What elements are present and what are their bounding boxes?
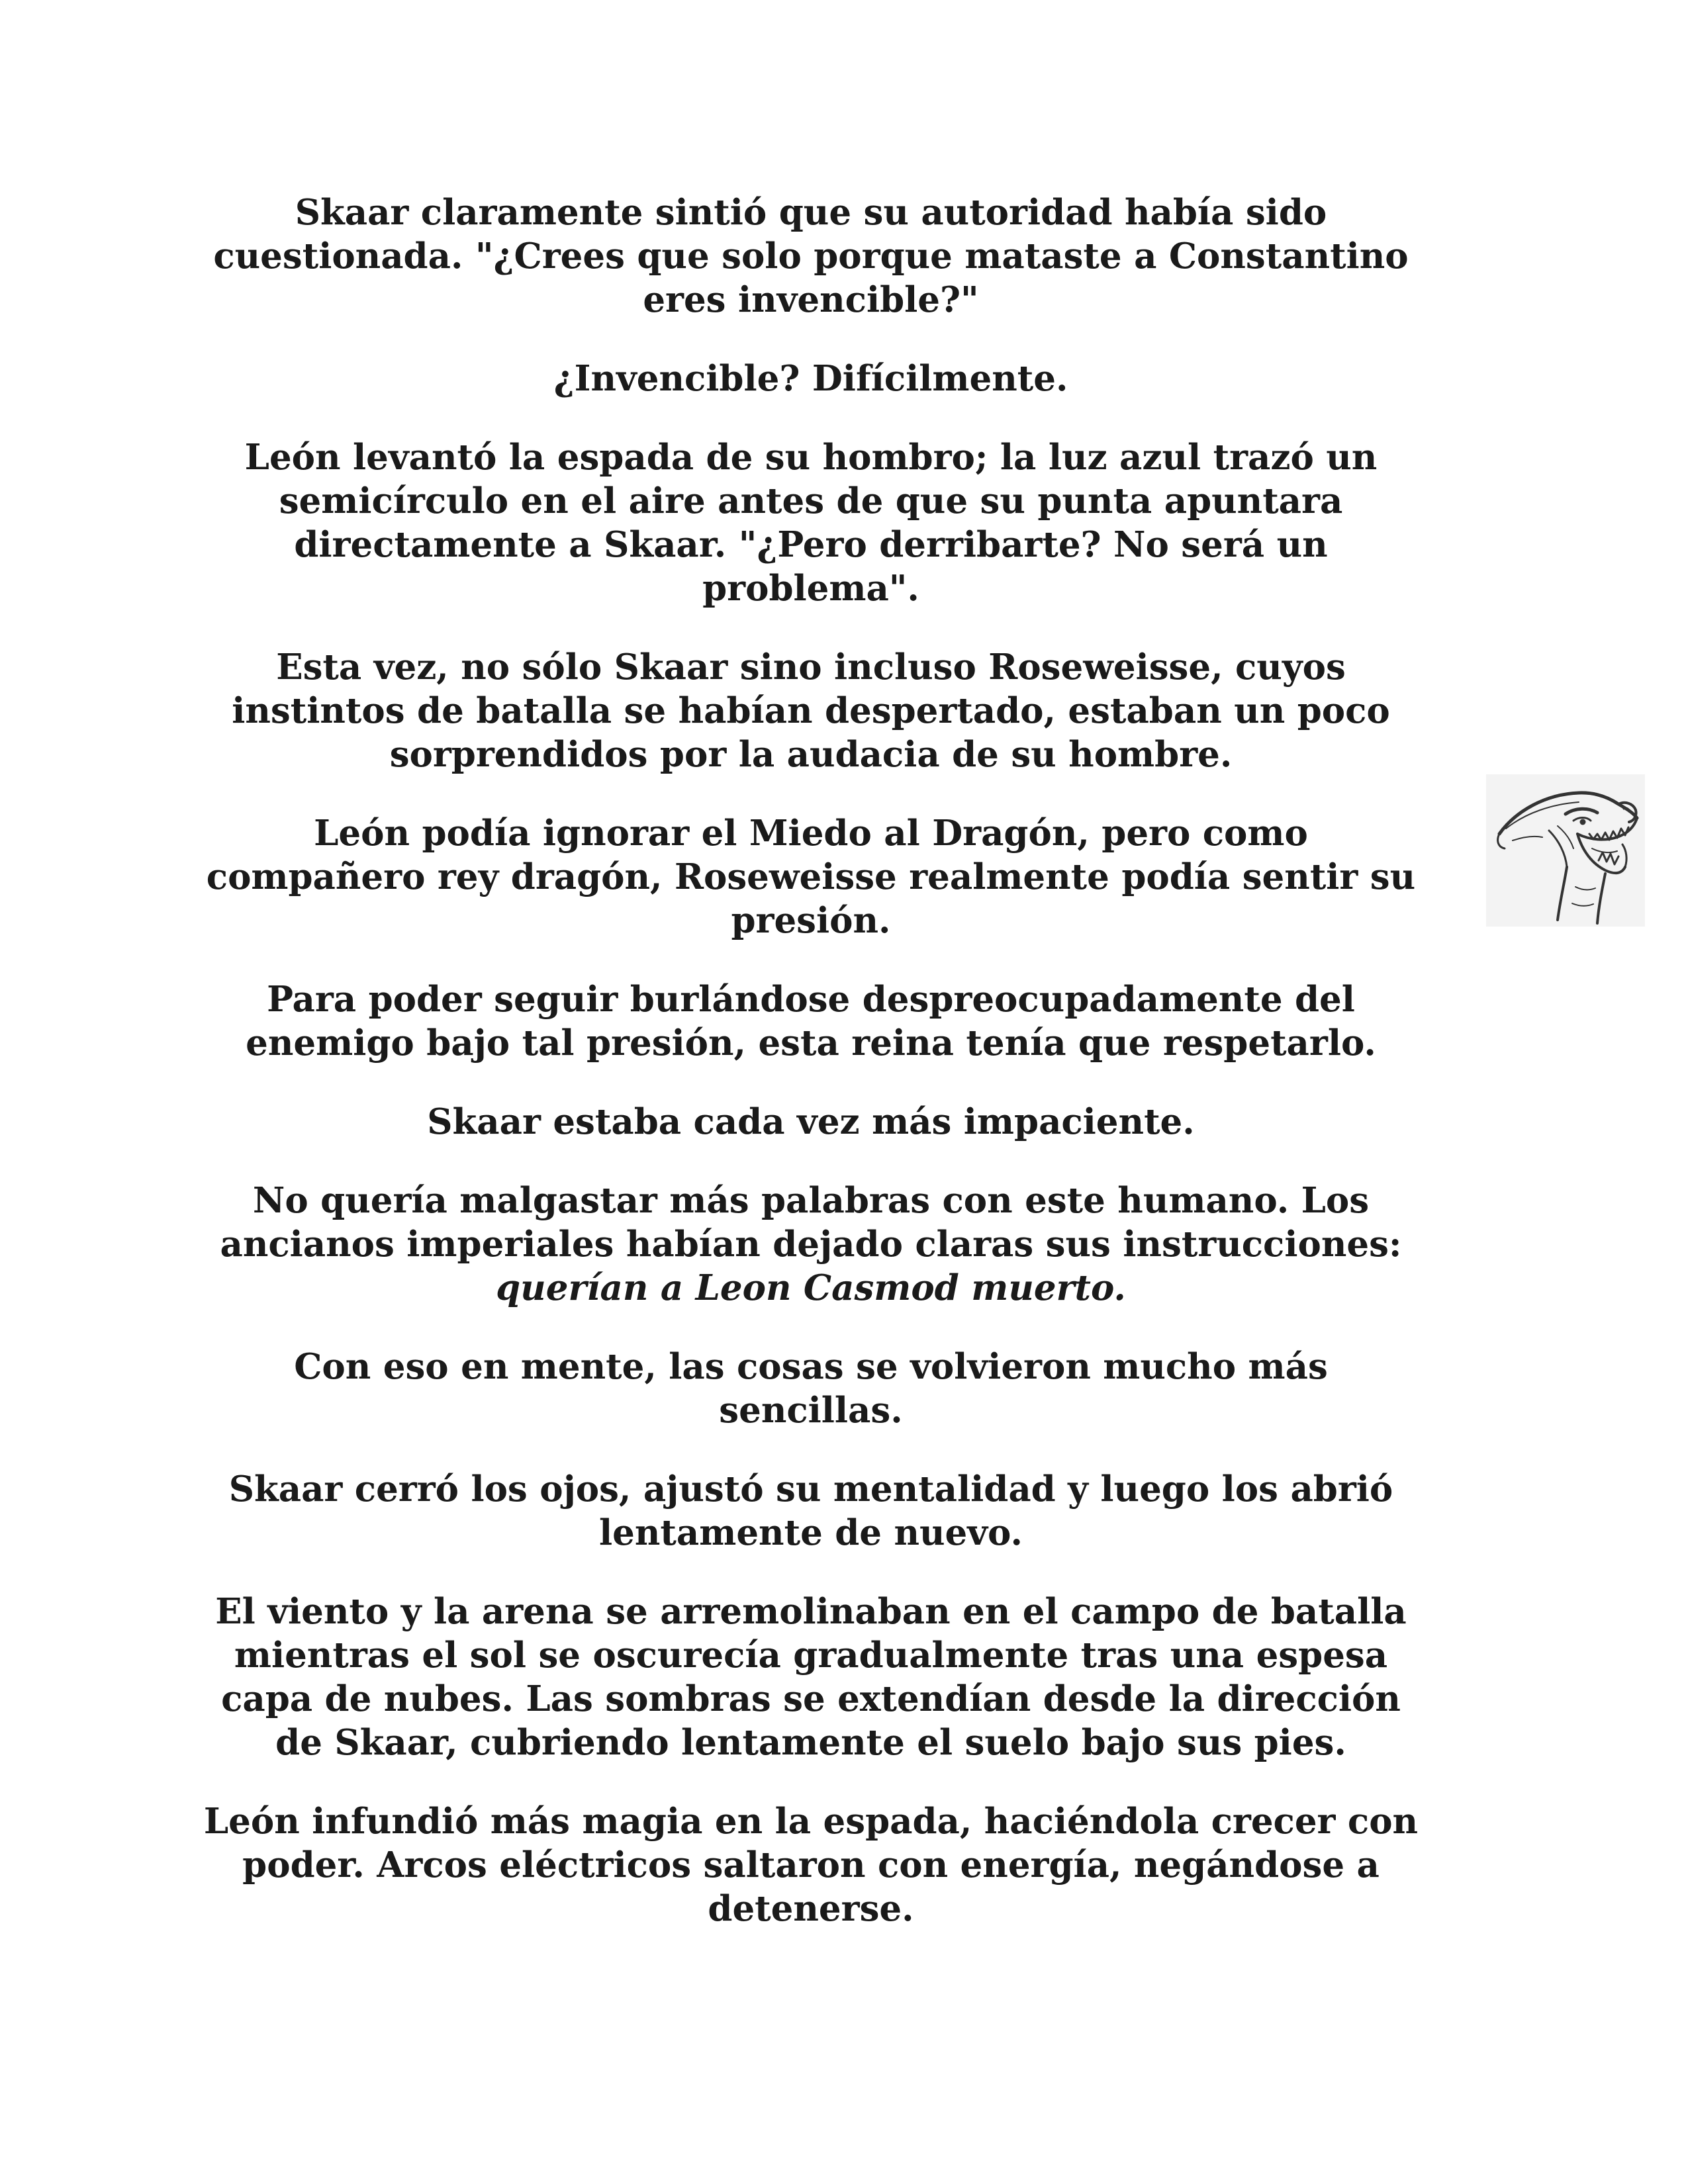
paragraph-5: León podía ignorar el Miedo al Dragón, pero como compañero rey dragón, Roseweisse realmente podía sentir su presión. bbox=[206, 813, 1416, 941]
paragraph-3: León levantó la espada de su hombro; la luz azul trazó un semicírculo en el aire antes de que su punta apuntara directamente a Skaar. "¿Pero derribarte? No será un problema". bbox=[244, 437, 1378, 609]
paragraph-12: León infundió más magia en la espada, haciéndola crecer con poder. Arcos eléctricos saltaron con energía, negándose a detenerse. bbox=[203, 1801, 1419, 1929]
dragon-head-sketch-icon bbox=[1486, 774, 1645, 927]
paragraph-9: Con eso en mente, las cosas se volvieron mucho más sencillas. bbox=[294, 1346, 1328, 1431]
paragraph-10: Skaar cerró los ojos, ajustó su mentalidad y luego los abrió lentamente de nuevo. bbox=[228, 1469, 1393, 1553]
paragraph-2: ¿Invencible? Difícilmente. bbox=[553, 358, 1068, 399]
paragraph-8 bbox=[199, 1179, 1423, 1310]
paragraph-1: Skaar claramente sintió que su autoridad había sido cuestionada. "¿Crees que solo porque mataste a Constantino eres invencible?" bbox=[213, 192, 1409, 320]
story-text bbox=[199, 191, 1423, 1966]
paragraph-8-italic: querían a Leon Casmod muerto. bbox=[496, 1267, 1126, 1308]
paragraph-7: Skaar estaba cada vez más impaciente. bbox=[427, 1101, 1195, 1142]
paragraph-11: El viento y la arena se arremolinaban en el campo de batalla mientras el sol se oscurecía gradualmente tras una espesa capa de nubes. Las sombras se extendían desde la dirección de Skaar, cubriendo lentamente el suelo bajo sus pies. bbox=[215, 1591, 1407, 1763]
paragraph-8-text: No quería malgastar más palabras con este humano. Los ancianos imperiales habían dejado claras sus instrucciones: bbox=[220, 1180, 1402, 1265]
paragraph-6: Para poder seguir burlándose despreocupadamente del enemigo bajo tal presión, esta reina tenía que respetarlo. bbox=[246, 979, 1376, 1064]
paragraph-4: Esta vez, no sólo Skaar sino incluso Roseweisse, cuyos instintos de batalla se habían despertado, estaban un poco sorprendidos por la audacia de su hombre. bbox=[232, 647, 1390, 775]
